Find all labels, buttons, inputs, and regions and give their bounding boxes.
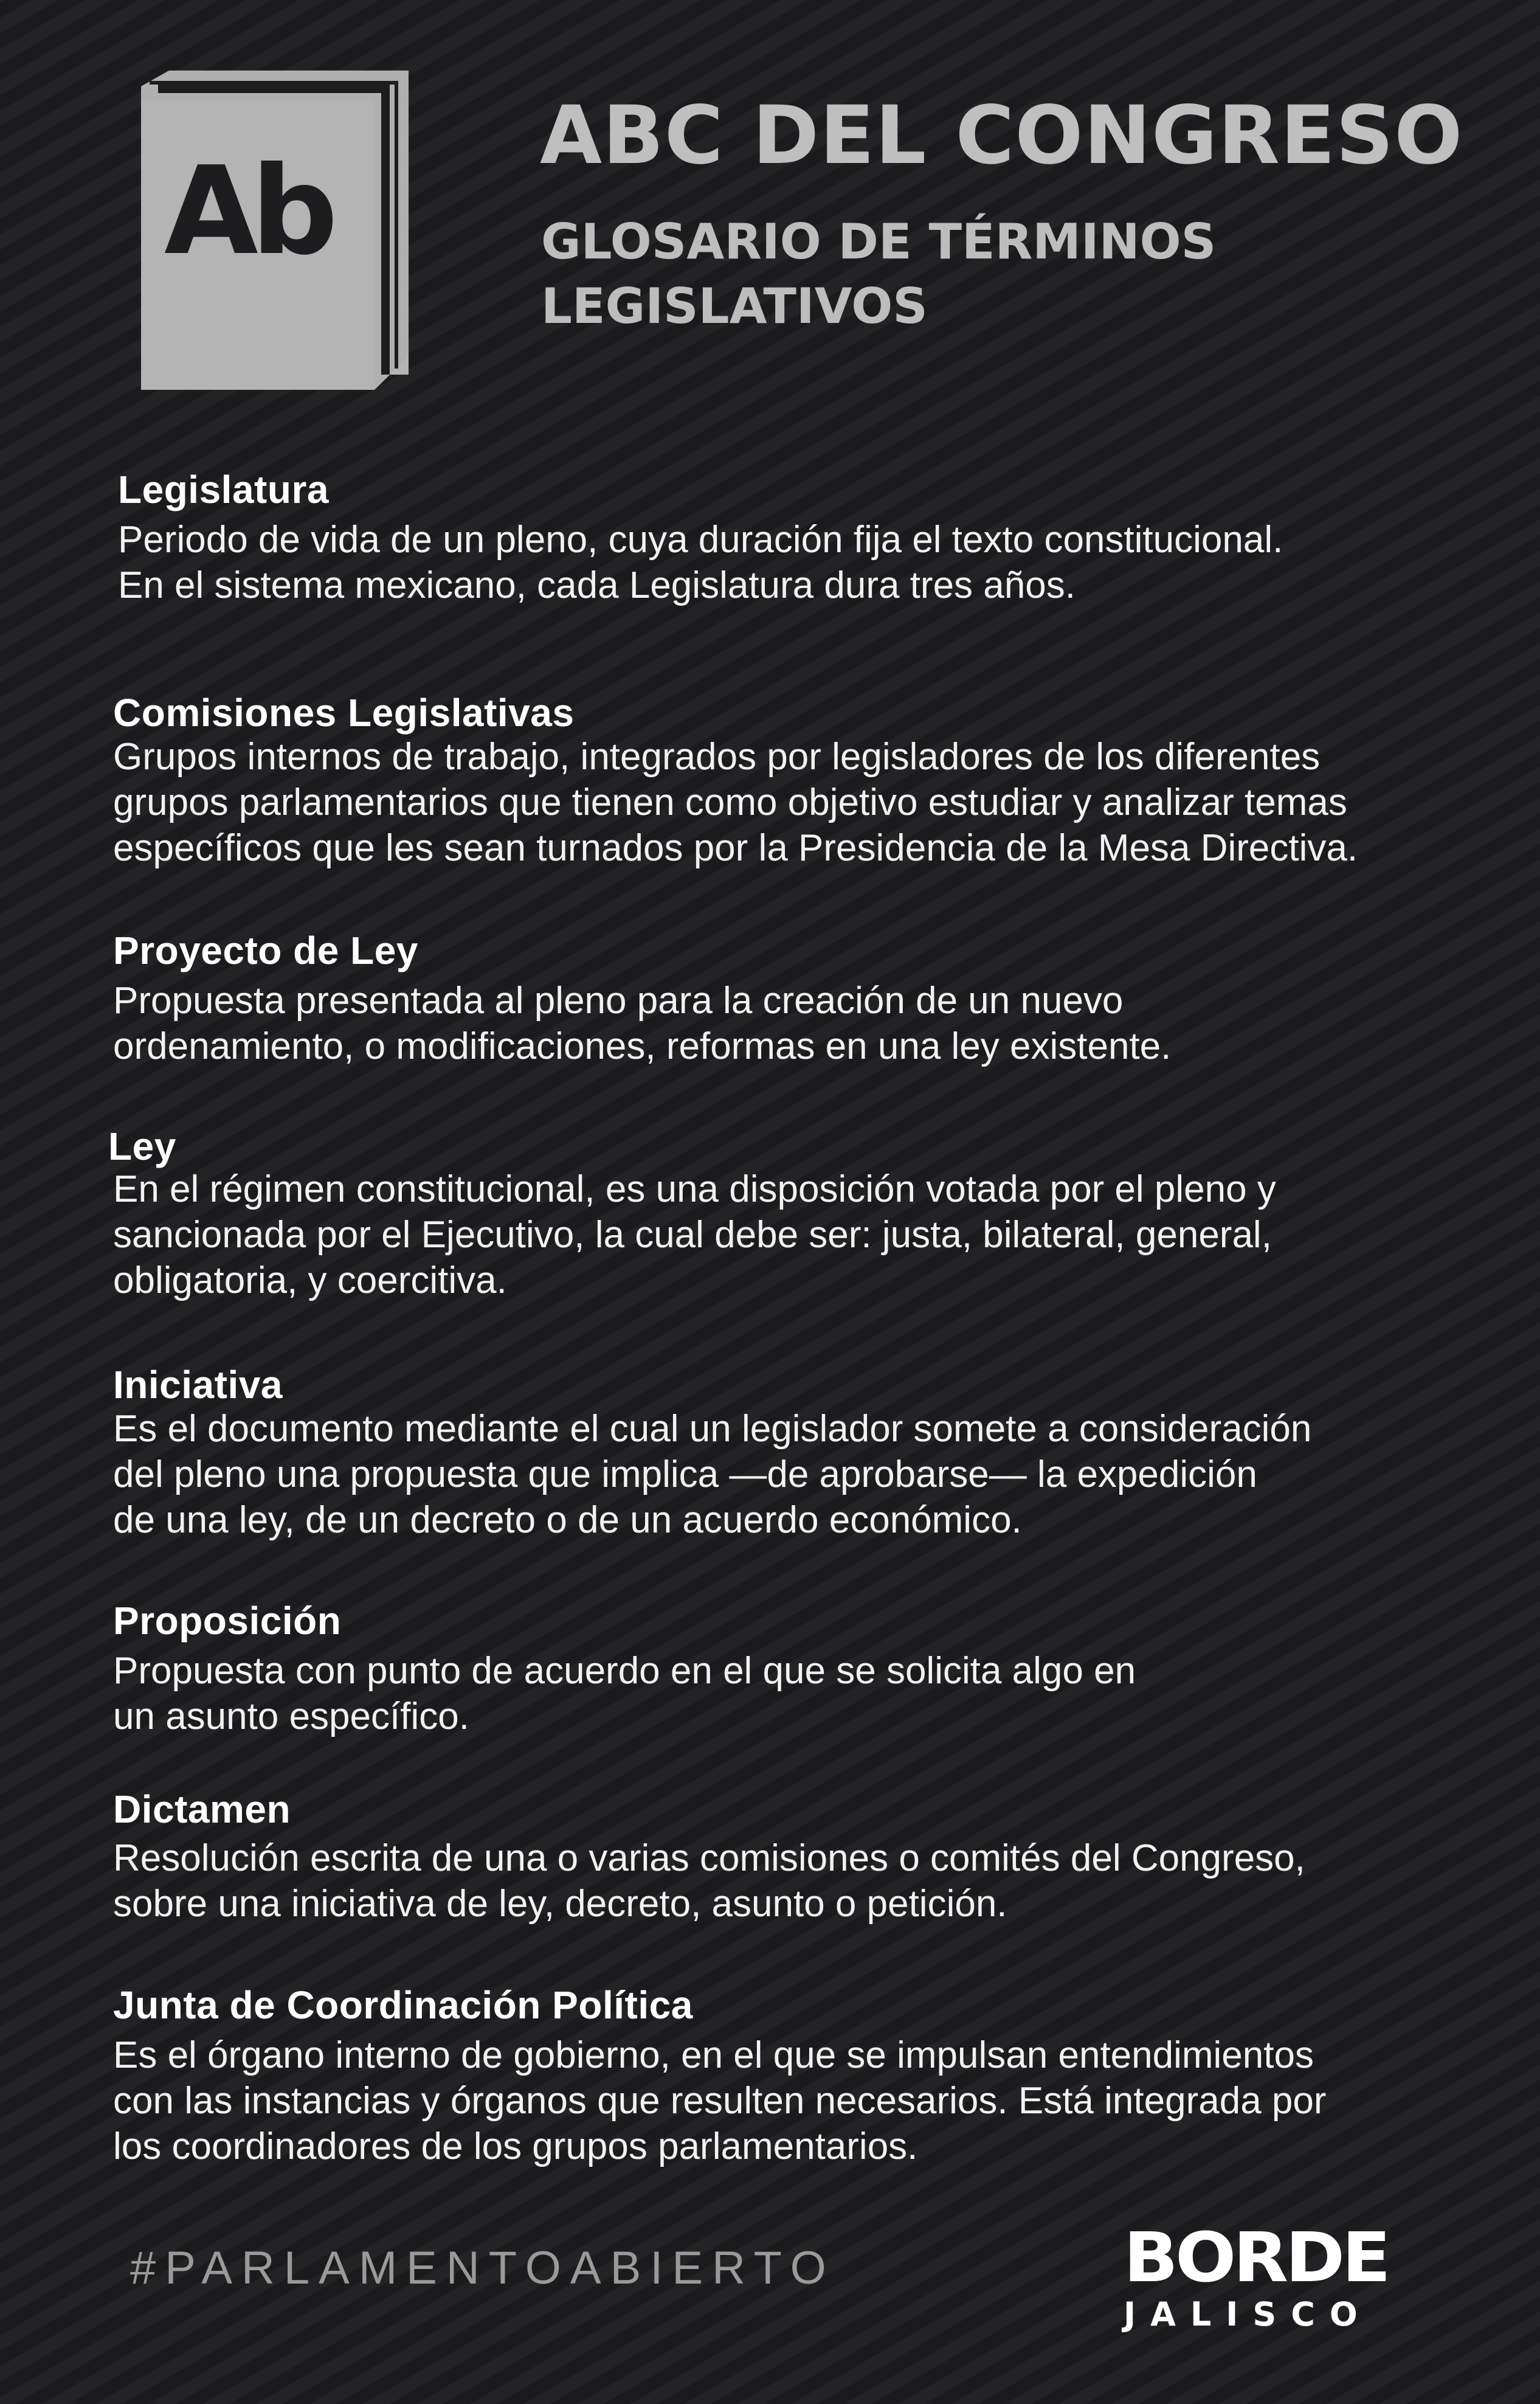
page-title: ABC DEL CONGRESO: [540, 89, 1463, 182]
term-junta-de-coordinacion-politica: [113, 1984, 1499, 2169]
term-title: Legislatura: [118, 468, 329, 511]
definition-line: Propuesta presentada al pleno para la creación de un nuevo: [113, 980, 1124, 1022]
term-definition: [113, 1648, 1499, 1739]
term-definition: [113, 2032, 1499, 2169]
definition-line: específicos que les sean turnados por la Presidencia de la Mesa Directiva.: [113, 827, 1358, 869]
term-ley: [108, 1125, 1494, 1303]
term-title: Proyecto de Ley: [113, 929, 418, 972]
definition-line: grupos parlamentarios que tienen como objetivo estudiar y analizar temas: [113, 781, 1347, 823]
definition-line: Propuesta con punto de acuerdo en el que se solicita algo en: [113, 1650, 1136, 1692]
term-definition: [113, 734, 1499, 871]
definition-line: de una ley, de un decreto o de un acuerdo económico.: [113, 1499, 1022, 1541]
term-proyecto-de-ley: [113, 929, 1499, 1069]
term-comisiones-legislativas: [113, 691, 1499, 871]
borde-jalisco-logo: [1124, 2217, 1388, 2333]
definition-line: sobre una iniciativa de ley, decreto, asunto o petición.: [113, 1883, 1007, 1925]
term-definition: [113, 1406, 1499, 1543]
definition-line: ordenamiento, o modificaciones, reformas en una ley existente.: [113, 1025, 1172, 1067]
term-definition: [118, 517, 1504, 608]
definition-line: Grupos internos de trabajo, integrados por legisladores de los diferentes: [113, 736, 1321, 778]
logo-brand: BORDE: [1124, 2217, 1388, 2298]
term-title: Comisiones Legislativas: [113, 691, 575, 735]
definition-line: obligatoria, y coercitiva.: [113, 1259, 507, 1301]
term-title: Dictamen: [113, 1787, 291, 1831]
term-title: Proposición: [113, 1599, 342, 1643]
term-title: Ley: [108, 1124, 176, 1168]
book-icon: [141, 71, 409, 390]
definition-line: un asunto específico.: [113, 1696, 469, 1737]
term-proposicion: [113, 1599, 1499, 1739]
term-legislatura: [118, 468, 1504, 608]
book-icon-label: Ab: [164, 140, 331, 282]
definition-line: los coordinadores de los grupos parlamentarios.: [113, 2125, 918, 2167]
term-dictamen: [113, 1788, 1499, 1927]
definition-line: Resolución escrita de una o varias comisiones o comités del Congreso,: [113, 1837, 1305, 1879]
hashtag: #PARLAMENTOABIERTO: [130, 2242, 835, 2294]
logo-subtitle: JALISCO: [1124, 2295, 1372, 2333]
term-definition: [113, 1835, 1499, 1927]
definition-line: Es el órgano interno de gobierno, en el que se impulsan entendimientos: [113, 2034, 1314, 2076]
subtitle-line: LEGISLATIVOS: [541, 278, 928, 334]
term-definition: [113, 1166, 1494, 1303]
definition-line: En el sistema mexicano, cada Legislatura dura tres años.: [118, 564, 1076, 606]
subtitle-line: GLOSARIO DE TÉRMINOS: [541, 213, 1217, 270]
definition-line: Es el documento mediante el cual un legislador somete a consideración: [113, 1408, 1312, 1450]
term-title: Iniciativa: [113, 1363, 283, 1407]
page-subtitle: [541, 210, 1217, 339]
definition-line: con las instancias y órganos que resulten necesarios. Está integrada por: [113, 2080, 1327, 2122]
definition-line: del pleno una propuesta que implica —de aprobarse— la expedición: [113, 1453, 1257, 1495]
term-title: Junta de Coordinación Política: [113, 1983, 693, 2027]
definition-line: sancionada por el Ejecutivo, la cual debe ser: justa, bilateral, general,: [113, 1214, 1272, 1256]
definition-line: Periodo de vida de un pleno, cuya duración fija el texto constitucional.: [118, 519, 1283, 561]
term-definition: [113, 978, 1499, 1069]
definition-line: En el régimen constitucional, es una disposición votada por el pleno y: [113, 1168, 1276, 1210]
term-iniciativa: [113, 1363, 1499, 1543]
